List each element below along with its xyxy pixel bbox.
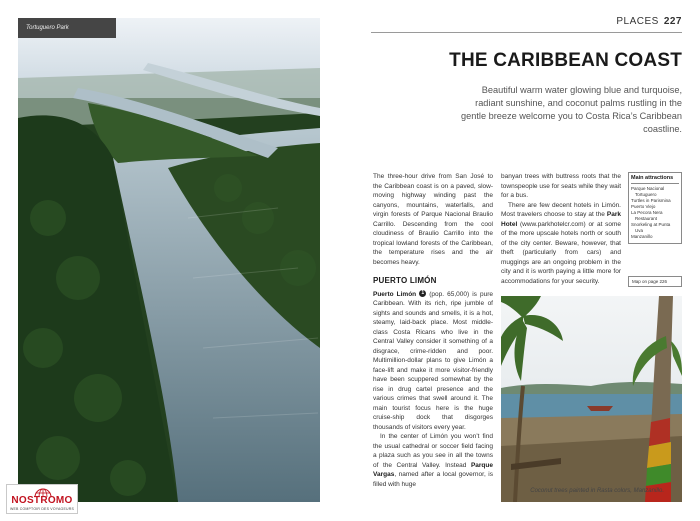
paragraph: banyan trees with buttress roots that the townspeople use for seats while they wait for a bus. [501, 173, 621, 199]
paragraph-text: (www.parkhotelcr.com) or at some of the more upscale hotels north or south of the city center. Beware, however, that theft (particularly from cars) and muggings are an ongoing problem in the city and it is worth paying a little more for accommodations for your security. [501, 220, 621, 285]
attraction-item: Turtles in Parismina [631, 198, 671, 203]
attraction-item: Manzanillo [631, 234, 653, 239]
photo-caption: Coconut trees painted in Rasta colors, Manzanillo. [530, 488, 664, 494]
chapter-intro: Beautiful warm water glowing blue and turquoise, radiant sunshine, and coconut palms rustling in the gentle breeze welcome you to Costa Rica’s Caribbean coastline. [461, 85, 682, 134]
place-name: Park Hotel [501, 211, 621, 228]
attraction-item: Uva [635, 228, 644, 233]
map-number-badge: 1 [419, 290, 426, 297]
paragraph [501, 201, 621, 287]
paragraph [373, 432, 493, 489]
attraction-item: Puerto Viejo [631, 204, 656, 209]
main-attractions-box [628, 172, 682, 244]
chapter-title: THE CARIBBEAN COAST [449, 50, 682, 71]
nostromo-logo [6, 484, 78, 514]
attraction-item: Parque Nacional [631, 186, 665, 191]
header-rule [371, 32, 682, 33]
paragraph-text: There are few decent hotels in Limón. Most travelers choose to stay at the [501, 201, 621, 218]
paragraph [373, 290, 493, 433]
running-head [616, 16, 682, 27]
paragraph-text: (pop. 65,000) is pure Caribbean. With its rich, ripe jumble of sights and sounds and smells, it is a hot, steamy, laid-back place. Most middle-class Costa Ricans who live in the Central Valley consider it something of a disgrace, crime-ridden and poor. Multimillion-dollar plans to give Limón a face-lift and make it more visitor-friendly have been scuppered somewhat by the rise in drug cartel presence and the various crimes that swell around it. The main tourist focus here is the huge cruise-ship dock that disgorges thousands of visitors every year. [373, 290, 493, 431]
map-reference: Map on page 226 [628, 276, 682, 287]
paragraph-text: , named after a local governor, is filled with huge [373, 471, 493, 488]
manzanillo-beach-photo [501, 296, 682, 502]
body-column-2 [501, 172, 621, 286]
logo-brand: NOSTROMO [11, 495, 73, 506]
body-column-1 [373, 172, 493, 489]
attraction-item: Restaurant [635, 216, 658, 221]
attraction-item: Tortuguero [635, 192, 657, 197]
logo-subtitle: WEB COMPTOIR DES VOYAGEURS [10, 507, 74, 511]
place-name: Parque Vargas [373, 461, 493, 478]
paragraph-text: In the center of Limón you won’t find the usual cathedral or soccer field facing a plaza such as you see in all the towns of the Central Valley. Instead [373, 433, 493, 469]
attraction-item: Snorkeling at Punta [631, 222, 671, 227]
section-name: PLACES [616, 16, 659, 27]
place-name: Puerto Limón [373, 290, 417, 298]
tortuguero-photo [18, 18, 320, 502]
paragraph: The three-hour drive from San José to the Caribbean coast is on a paved, slow-moving highway winding past the canyons, mountains, waterfalls, and virgin forests of Parque Nacional Braulio Carrillo. Descending from the cool cloudiness of Braulio Carrillo into the tropical lowland forests of the Caribbean, the temperature rises and the air becomes heavy. [373, 173, 493, 266]
attractions-heading: Main attractions [631, 175, 679, 184]
attraction-item: La Pecora Nera [631, 210, 663, 215]
section-heading: PUERTO LIMÓN [373, 276, 437, 285]
photo-tag: Tortuguero Park [18, 18, 116, 38]
page-number: 227 [663, 16, 682, 27]
